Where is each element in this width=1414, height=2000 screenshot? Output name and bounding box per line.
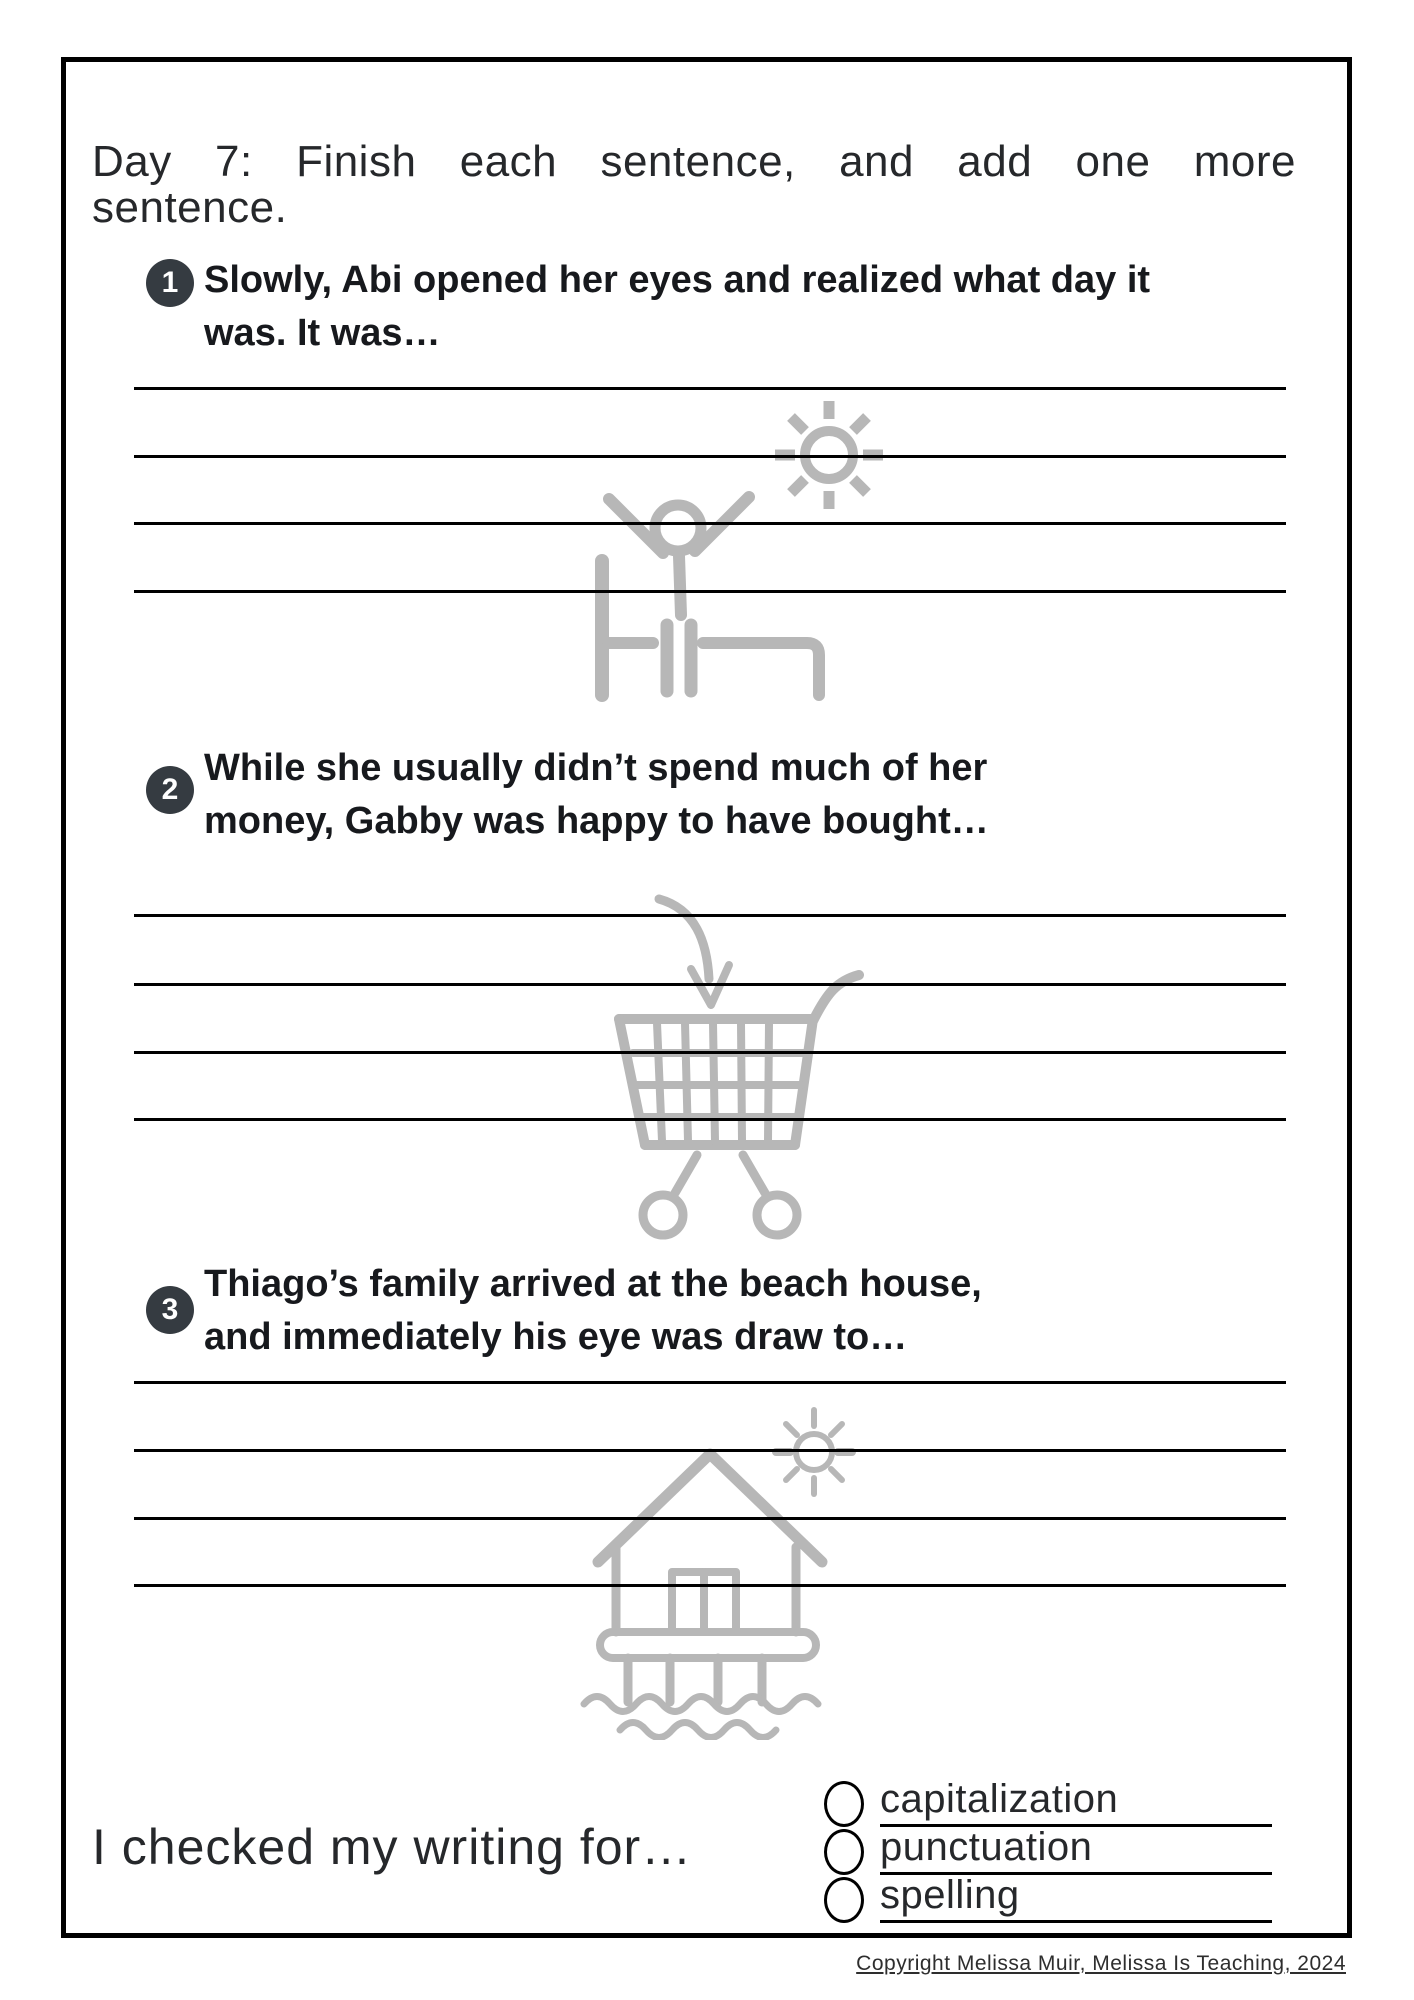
checklist-row-punctuation — [824, 1827, 1272, 1875]
checklist-row-capitalization — [824, 1779, 1272, 1827]
prompt-1-text — [204, 254, 1309, 360]
arrow-and-shopping-cart-icon — [555, 893, 885, 1248]
sun-and-beach-house-icon — [540, 1392, 890, 1740]
page-title-line2: sentence. — [92, 183, 288, 232]
writing-line[interactable] — [134, 590, 1286, 593]
prompt-3-number: 3 — [161, 1293, 179, 1326]
prompt-3-number-badge — [146, 1286, 194, 1334]
prompt-1-number: 1 — [161, 266, 179, 299]
shopping-cart-icon — [619, 975, 859, 1235]
writing-line[interactable] — [134, 1381, 1286, 1384]
checkbox-circle[interactable] — [824, 1829, 864, 1875]
prompt-2-text — [204, 742, 1309, 848]
checklist-row-spelling — [824, 1875, 1272, 1923]
writing-line[interactable] — [134, 522, 1286, 525]
page-title — [92, 139, 1296, 231]
prompt-2-number-badge — [146, 766, 194, 814]
writing-line[interactable] — [134, 1118, 1286, 1121]
beach-house-icon — [598, 1454, 822, 1702]
copyright-text: Copyright Melissa Muir, Melissa Is Teaching, 2024 — [856, 1952, 1346, 1975]
water-waves-icon — [584, 1697, 818, 1738]
prompt-1-text-line1: Slowly, Abi opened her eyes and realized what day it — [204, 259, 1151, 301]
writing-line[interactable] — [134, 1517, 1286, 1520]
prompt-2-text-line1: While she usually didn’t spend much of her — [204, 747, 988, 789]
prompt-1-text-line2: was. It was… — [204, 312, 441, 354]
prompt-2-text-line2: money, Gabby was happy to have bought… — [204, 800, 989, 842]
checklist-lead-text: I checked my writing for… — [92, 1819, 693, 1875]
writing-line[interactable] — [134, 387, 1286, 390]
prompt-3-text-line2: and immediately his eye was draw to… — [204, 1316, 908, 1358]
writing-line[interactable] — [134, 1584, 1286, 1587]
waking-person-in-bed-icon — [602, 497, 819, 695]
writing-line[interactable] — [134, 1449, 1286, 1452]
page-title-line1: Day 7: Finish each sentence, and add one more — [92, 137, 1296, 186]
checklist-item-label: capitalization — [880, 1777, 1272, 1827]
writing-line[interactable] — [134, 914, 1286, 917]
checklist-item-label: spelling — [880, 1873, 1272, 1923]
prompt-3-text-line1: Thiago’s family arrived at the beach house, — [204, 1263, 982, 1305]
checklist-item-label: punctuation — [880, 1825, 1272, 1875]
prompt-1-number-badge — [146, 259, 194, 307]
writing-line[interactable] — [134, 983, 1286, 986]
writing-line[interactable] — [134, 1051, 1286, 1054]
writing-line[interactable] — [134, 455, 1286, 458]
sun-icon — [776, 1410, 852, 1494]
checkbox-circle[interactable] — [824, 1877, 864, 1923]
prompt-3-text — [204, 1258, 1309, 1364]
checkbox-circle[interactable] — [824, 1781, 864, 1827]
prompt-2-number: 2 — [161, 773, 179, 806]
sun-and-waking-person-icon — [545, 393, 890, 708]
